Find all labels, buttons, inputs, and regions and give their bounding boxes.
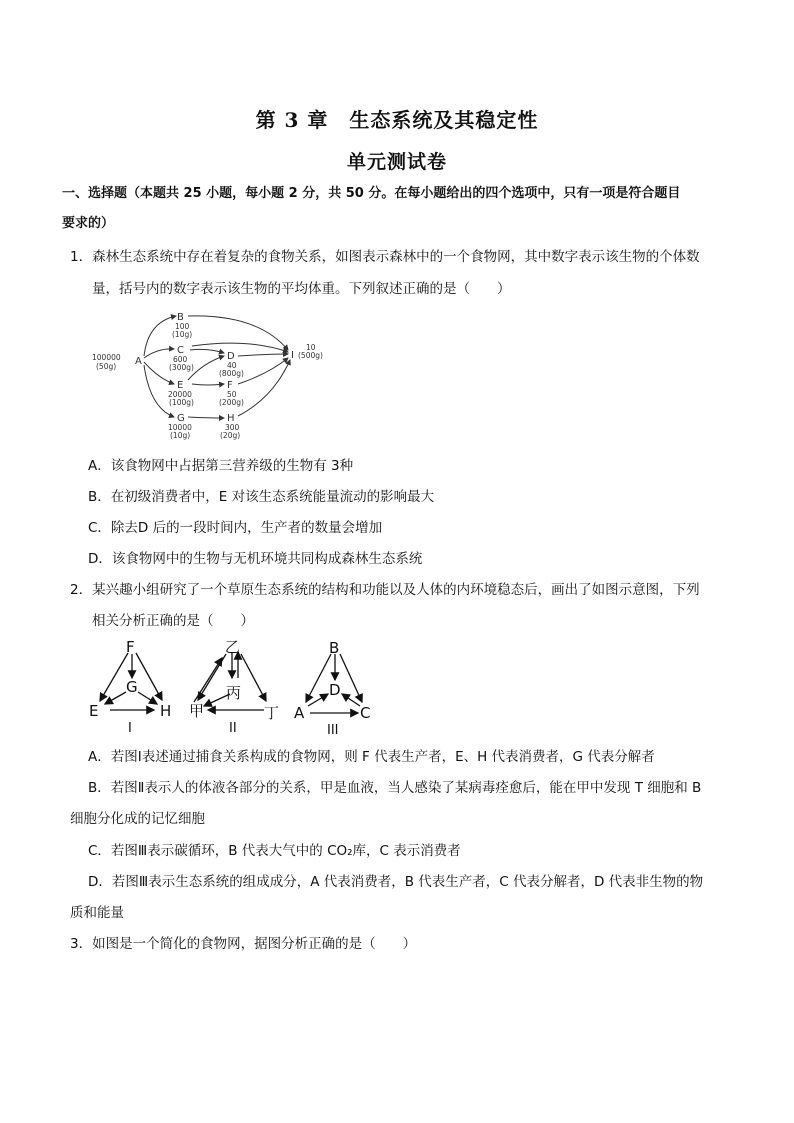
node-B: B — [177, 312, 184, 323]
diagram1-H: H — [160, 702, 172, 720]
relationship-diagrams — [86, 636, 386, 740]
node-A-num: 100000 — [92, 353, 121, 362]
q2-option-a: A．若图Ⅰ表述通过捕食关系构成的食物网，则 F 代表生产者，E、H 代表消费者，G 代表分解者 — [88, 749, 655, 765]
diagram2-bing: 丙 — [226, 684, 242, 702]
node-C: C — [177, 345, 184, 356]
diagram2-label: II — [229, 721, 237, 736]
q1-option-a: A．该食物网中占据第三营养级的生物有 3种 — [88, 458, 354, 474]
diagram1-E: E — [89, 702, 99, 720]
node-D-num: 40 — [227, 361, 237, 370]
diagram3-B: B — [329, 639, 340, 657]
diagram2-yi: 乙 — [225, 638, 241, 656]
q2-stem-line2: 相关分析正确的是（ ） — [92, 613, 254, 629]
q2-option-d-line1: D．若图Ⅲ表示生态系统的组成成分，A 代表消费者，B 代表生产者，C 代表分解者，D 代表非生物的物 — [88, 874, 704, 890]
node-G-num: 10000 — [168, 423, 192, 432]
food-web-figure — [88, 308, 338, 446]
node-B-weight: (10g) — [172, 330, 193, 339]
node-H: H — [227, 413, 235, 424]
chapter-title: 第 3 章 生态系统及其稳定性 — [255, 108, 539, 132]
node-D-weight: (800g) — [219, 369, 244, 378]
q2-option-b-line1: B．若图Ⅱ表示人的体液各部分的关系，甲是血液，当人感染了某病毒痊愈后，能在甲中发现 T 细胞和 B — [88, 780, 702, 796]
q3-stem: 3．如图是一个简化的食物网，据图分析正确的是（ ） — [70, 936, 417, 952]
node-A: A — [135, 356, 142, 367]
section-heading-line2: 要求的） — [62, 216, 115, 231]
node-G: G — [177, 413, 185, 424]
node-C-weight: (300g) — [169, 363, 194, 372]
q1-option-c: C．除去D 后的一段时间内，生产者的数量会增加 — [88, 520, 383, 536]
test-subtitle: 单元测试卷 — [346, 151, 447, 173]
node-E-weight: (100g) — [169, 398, 194, 407]
diagram1-F: F — [126, 638, 135, 656]
node-E: E — [177, 380, 184, 391]
node-B-num: 100 — [175, 322, 190, 331]
diagram3-label: III — [327, 723, 339, 738]
q2-option-d-line2: 质和能量 — [70, 905, 124, 921]
q1-option-d: D．该食物网中的生物与无机环境共同构成森林生态系统 — [88, 551, 423, 567]
node-D: D — [227, 351, 235, 362]
node-C-num: 600 — [173, 355, 188, 364]
diagram3-D: D — [329, 681, 341, 699]
node-G-weight: (10g) — [170, 431, 191, 440]
node-I-num: 10 — [306, 343, 316, 352]
diagram3-C: C — [360, 704, 371, 722]
section-heading-line1: 一、选择题（本题共 25 小题，每小题 2 分，共 50 分。在每小题给出的四个选项中，只有一项是符合题目 — [62, 186, 681, 201]
diagram1-G: G — [126, 678, 138, 696]
diagram3-A: A — [294, 704, 305, 722]
node-A-weight: (50g) — [96, 362, 117, 371]
node-F-weight: (200g) — [219, 398, 244, 407]
q1-stem-line1: 1．森林生态系统中存在着复杂的食物关系，如图表示森林中的一个食物网，其中数字表示该生物的个体数 — [70, 249, 700, 265]
node-H-num: 300 — [225, 423, 240, 432]
node-I-weight: (500g) — [298, 351, 323, 360]
node-F-num: 50 — [227, 390, 237, 399]
diagram2-ding: 丁 — [264, 704, 280, 722]
q1-stem-line2: 量，括号内的数字表示该生物的平均体重。下列叙述正确的是（ ） — [92, 281, 511, 297]
node-H-weight: (20g) — [220, 431, 241, 440]
node-E-num: 20000 — [168, 390, 192, 399]
q2-stem-line1: 2．某兴趣小组研究了一个草原生态系统的结构和功能以及人体的内环境稳态后，画出了如图示意图，下列 — [70, 582, 700, 598]
node-F: F — [227, 380, 233, 391]
node-I: I — [291, 350, 294, 361]
diagram1-label: I — [128, 721, 132, 736]
q1-option-b: B．在初级消费者中，E 对该生态系统能量流动的影响最大 — [88, 489, 435, 505]
q2-option-b-line2: 细胞分化成的记忆细胞 — [70, 811, 205, 827]
diagram2-jia: 甲 — [189, 702, 205, 720]
q2-option-c: C．若图Ⅲ表示碳循环，B 代表大气中的 CO₂库，C 表示消费者 — [88, 843, 461, 859]
